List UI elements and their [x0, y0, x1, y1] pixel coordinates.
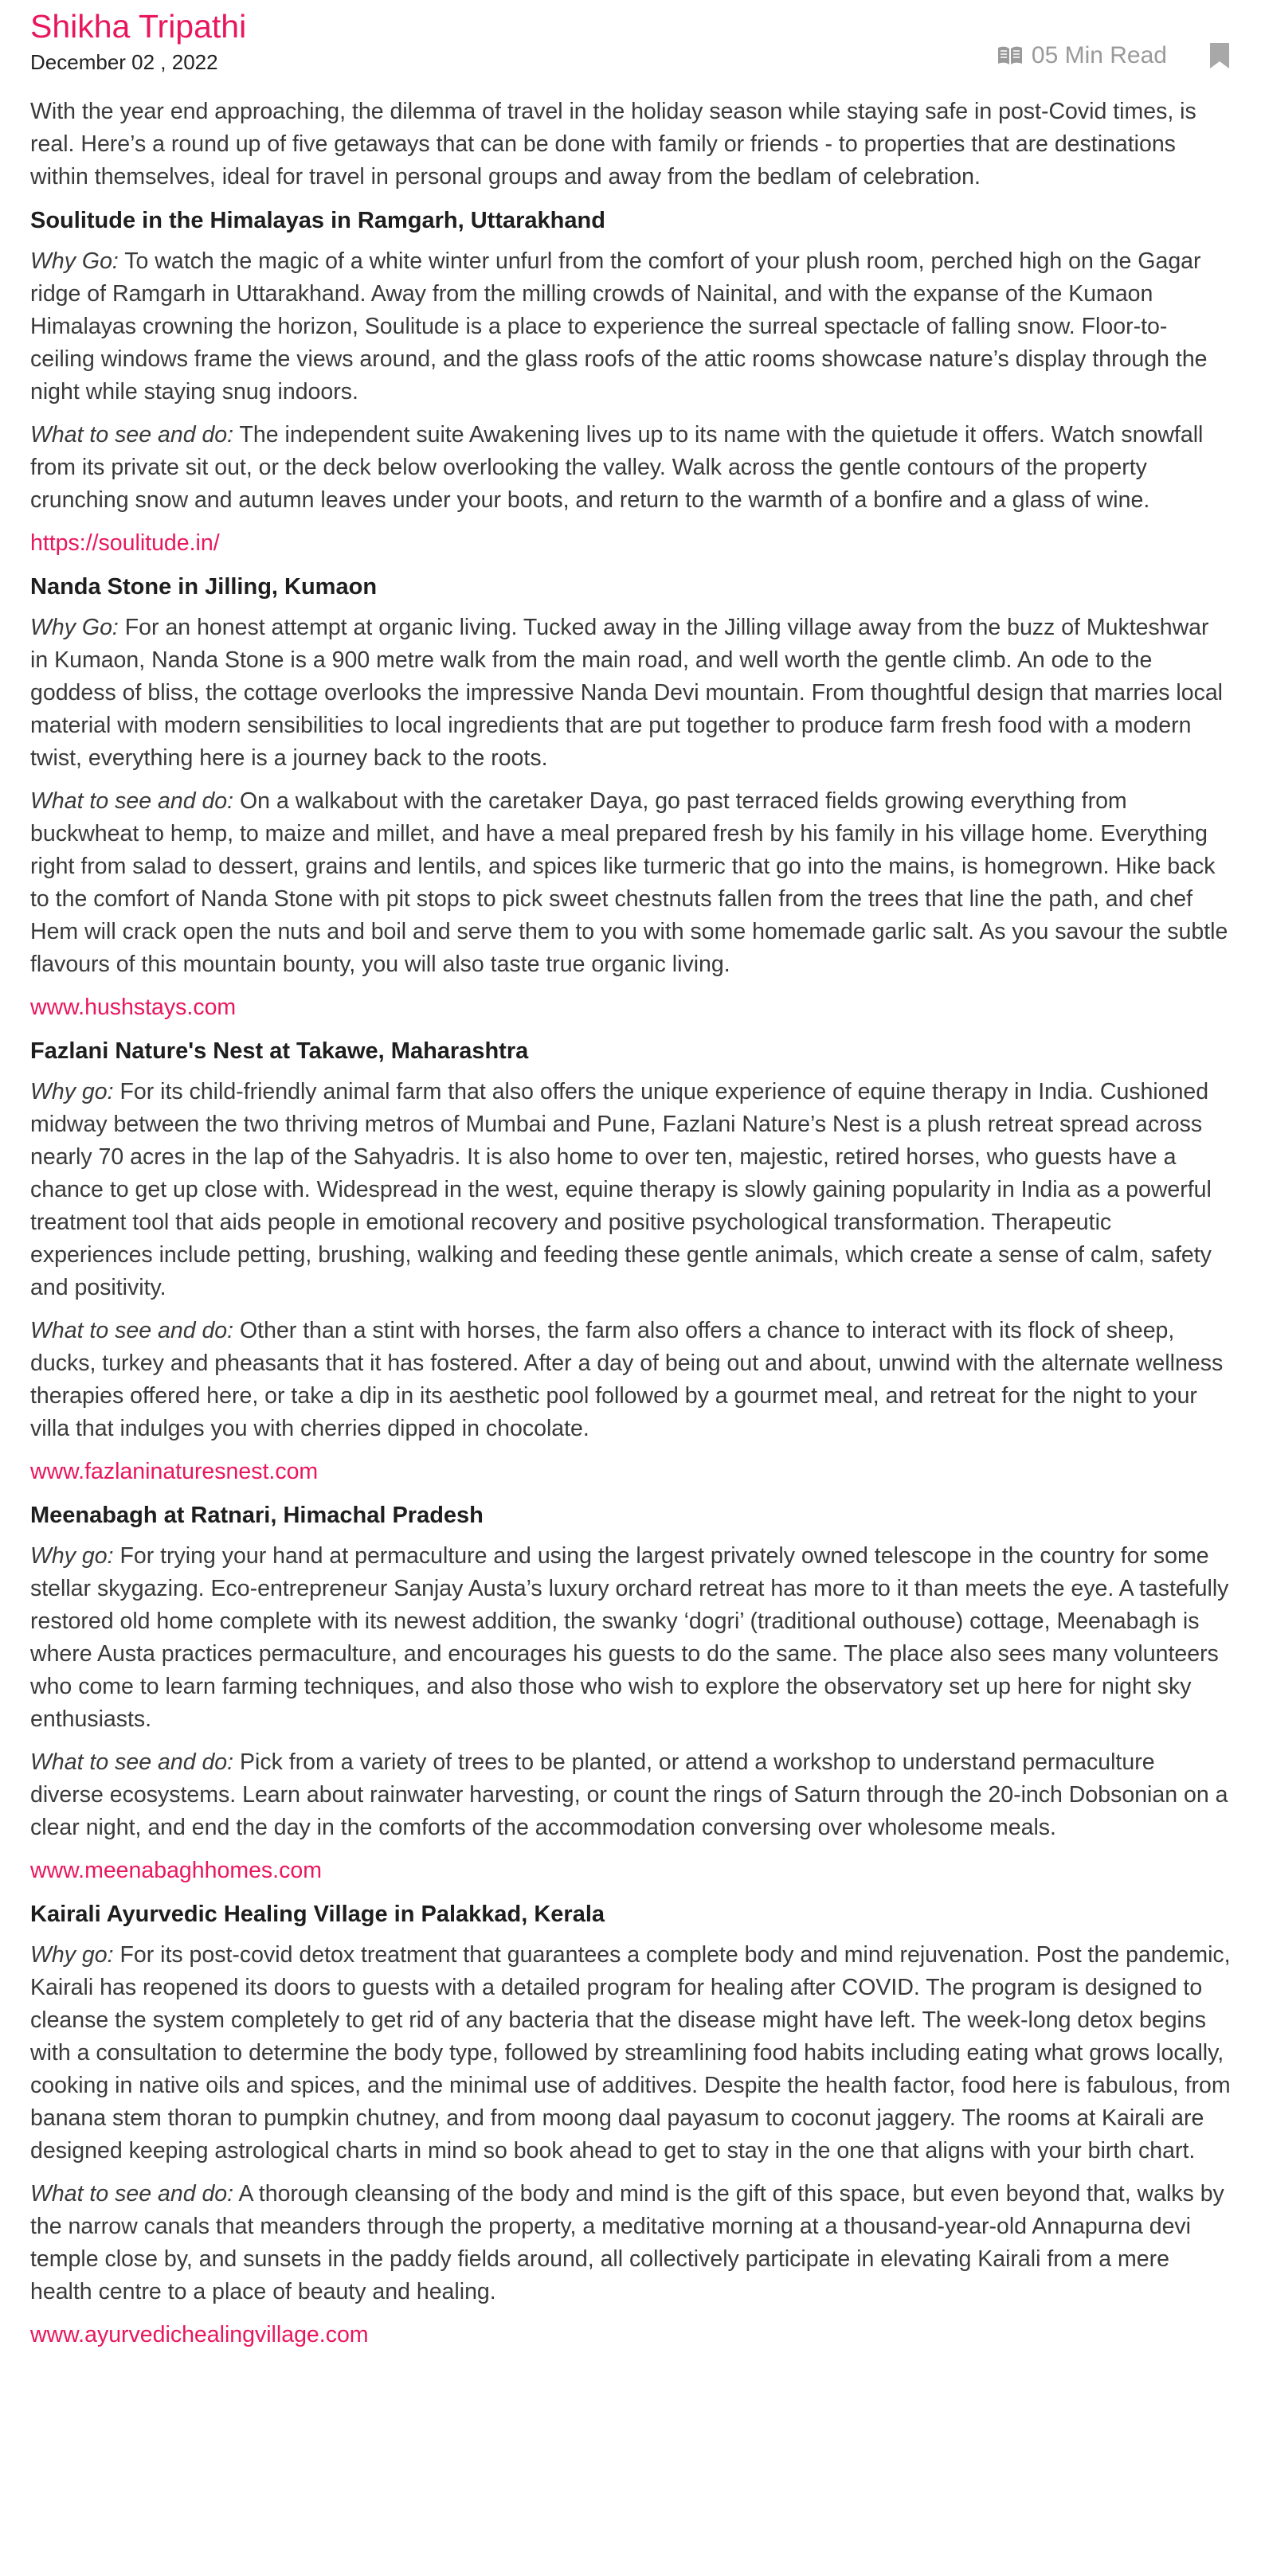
property-link[interactable]: www.ayurvedichealingvillage.com [30, 2322, 369, 2347]
see-and-do-text: The independent suite Awakening lives up to its name with the quietude it offers. Watch snowfall from its private sit out, or the deck below overlooking the valley. Walk across the gentle contours of the property crunching snow and autumn leaves under your boots, and return to the warmth of a bonfire and a glass of wine. [30, 422, 1204, 513]
section-title: Kairali Ayurvedic Healing Village in Palakkad, Kerala [30, 1902, 605, 1927]
see-and-do-text: Other than a stint with horses, the farm also offers a chance to interact with its flock of sheep, ducks, turkey and pheasants that it has fostered. After a day of being out and about, unwind with the alternate wellness therapies offered here, or take a dip in its aesthetic pool followed by a gourmet meal, and retreat for the night to your villa that indulges you with cherries dipped in chocolate. [30, 1318, 1224, 1441]
section-title: Meenabagh at Ratnari, Himachal Pradesh [30, 1503, 484, 1528]
why-go-text: For its child-friendly animal farm that also offers the unique experience of equine therapy in India. Cushioned midway between the two thriving metros of Mumbai and Pune, Fazlani Nature’s Nest is a plush retreat spread across nearly 70 acres in the lap of the Sahyadris. It is also home to over ten, majestic, retired horses, who guests have a chance to get up close with. Widespread in the west, equine therapy is slowly gaining popularity in India as a powerful treatment tool that aids people in emotional recovery and positive psychological transformation. Therapeutic experiences include petting, brushing, walking and feeding these gentle animals, which create a sense of calm, safety and positivity. [30, 1079, 1212, 1300]
why-go-paragraph [30, 1939, 1231, 2168]
why-go-label: Why Go: [30, 248, 119, 274]
property-link[interactable]: www.hushstays.com [30, 995, 237, 1020]
book-icon [997, 45, 1024, 66]
why-go-label: Why go: [30, 1942, 114, 1968]
see-and-do-text: On a walkabout with the caretaker Daya, go past terraced fields growing everything from buckwheat to hemp, to maize and millet, and have a meal prepared fresh by his family in his village home. Everything right from salad to dessert, grains and lentils, and spices like turmeric that go into the mains, is homegrown. Hike back to the comfort of Nanda Stone with pit stops to pick sweet chestnuts fallen from the trees that line the path, and chef Hem will crack open the nuts and boil and serve them to you with some homemade garlic salt. As you savour the subtle flavours of this mountain bounty, you will also taste true organic living. [30, 788, 1228, 977]
section-title: Nanda Stone in Jilling, Kumaon [30, 574, 378, 600]
see-and-do-label: What to see and do: [30, 1318, 234, 1343]
section-title: Soulitude in the Himalayas in Ramgarh, Uttarakhand [30, 208, 605, 233]
why-go-paragraph [30, 612, 1231, 775]
see-and-do-paragraph [30, 785, 1231, 981]
why-go-paragraph [30, 1076, 1231, 1304]
see-and-do-paragraph [30, 419, 1231, 517]
publish-date: December 02 , 2022 [30, 50, 218, 74]
why-go-text: For trying your hand at permaculture and using the largest privately owned telescope in the country for some stellar skygazing. Eco-entrepreneur Sanjay Austa’s luxury orchard retreat has more to it than meets the eye. A tastefully restored old home complete with its newest addition, the swanky ‘dogri’ (traditional outhouse) cottage, Meenabagh is where Austa practices permaculture, and encourages his guests to do the same. The place also sees many volunteers who come to learn farming techniques, and also those who wish to explore the observatory set up here for night sky enthusiasts. [30, 1543, 1229, 1732]
bookmark-icon[interactable] [1208, 41, 1231, 70]
read-time: 05 Min Read [1031, 42, 1167, 68]
why-go-paragraph [30, 245, 1231, 408]
why-go-text: For its post-covid detox treatment that guarantees a complete body and mind rejuvenation. Post the pandemic, Kairali has reopened its doors to guests with a detailed program for healing after COVID. The program is designed to cleanse the system completely to get rid of any bacteria that the disease might have left. The week-long detox begins with a consultation to determine the body type, followed by streamlining food habits including eating what grows locally, cooking in native oils and spices, and the minimal use of additives. Despite the health factor, food here is fabulous, from banana stem thoran to pumpkin chutney, and from moong daal payasum to coconut jaggery. The rooms at Kairali are designed keeping astrological charts in mind so book ahead to get to stay in the one that aligns with your birth chart. [30, 1942, 1231, 2164]
see-and-do-paragraph [30, 1746, 1231, 1844]
property-link[interactable]: www.meenabaghhomes.com [30, 1858, 322, 1883]
see-and-do-label: What to see and do: [30, 788, 234, 814]
see-and-do-label: What to see and do: [30, 2181, 234, 2207]
section-title: Fazlani Nature's Nest at Takawe, Maharashtra [30, 1038, 529, 1064]
see-and-do-text: Pick from a variety of trees to be planted, or attend a workshop to understand permaculture diverse ecosystems. Learn about rainwater harvesting, or count the rings of Saturn through the 20-inch Dobsonian on a clear night, and end the day in the comforts of the accommodation conversing over wholesome meals. [30, 1749, 1228, 1840]
why-go-text: For an honest attempt at organic living. Tucked away in the Jilling village away from the buzz of Mukteshwar in Kumaon, Nanda Stone is a 900 metre walk from the main road, and well worth the gentle climb. An ode to the goddess of bliss, the cottage overlooks the impressive Nanda Devi mountain. From thoughtful design that marries local material with modern sensibilities to local ingredients that are put together to produce farm fresh food with a modern twist, everything here is a journey back to the roots. [30, 615, 1224, 771]
property-link[interactable]: www.fazlaninaturesnest.com [30, 1459, 319, 1484]
see-and-do-text: A thorough cleansing of the body and mind is the gift of this space, but even beyond that, walks by the narrow canals that meanders through the property, a meditative morning at a thousand-year-old Annapurna devi temple close by, and sunsets in the paddy fields around, all collectively participate in elevating Kairali from a mere health centre to a place of beauty and healing. [30, 2181, 1224, 2304]
why-go-text: To watch the magic of a white winter unfurl from the comfort of your plush room, perched high on the Gagar ridge of Ramgarh in Uttarakhand. Away from the milling crowds of Nainital, and with the expanse of the Kumaon Himalayas crowning the horizon, Soulitude is a place to experience the surreal spectacle of falling snow. Floor-to-ceiling windows frame the views around, and the glass roofs of the attic rooms showcase nature’s display through the night while staying snug indoors. [30, 248, 1208, 405]
intro-paragraph: With the year end approaching, the dilemma of travel in the holiday season while staying safe in post-Covid times, is real. Here’s a round up of five getaways that can be done with family or friends - to properties that are destinations within themselves, ideal for travel in personal groups and away from the bedlam of celebration. [30, 99, 1196, 190]
property-link[interactable]: https://soulitude.in/ [30, 530, 220, 556]
why-go-label: Why go: [30, 1079, 114, 1104]
see-and-do-label: What to see and do: [30, 422, 234, 448]
see-and-do-label: What to see and do: [30, 1749, 234, 1775]
see-and-do-paragraph [30, 1315, 1231, 1445]
why-go-label: Why go: [30, 1543, 114, 1569]
author-name[interactable]: Shikha Tripathi [30, 8, 247, 45]
article-meta [997, 40, 1231, 72]
article-body [30, 96, 1231, 2351]
why-go-paragraph [30, 1540, 1231, 1736]
why-go-label: Why Go: [30, 615, 119, 640]
article-header [30, 0, 1231, 88]
see-and-do-paragraph [30, 2178, 1231, 2308]
